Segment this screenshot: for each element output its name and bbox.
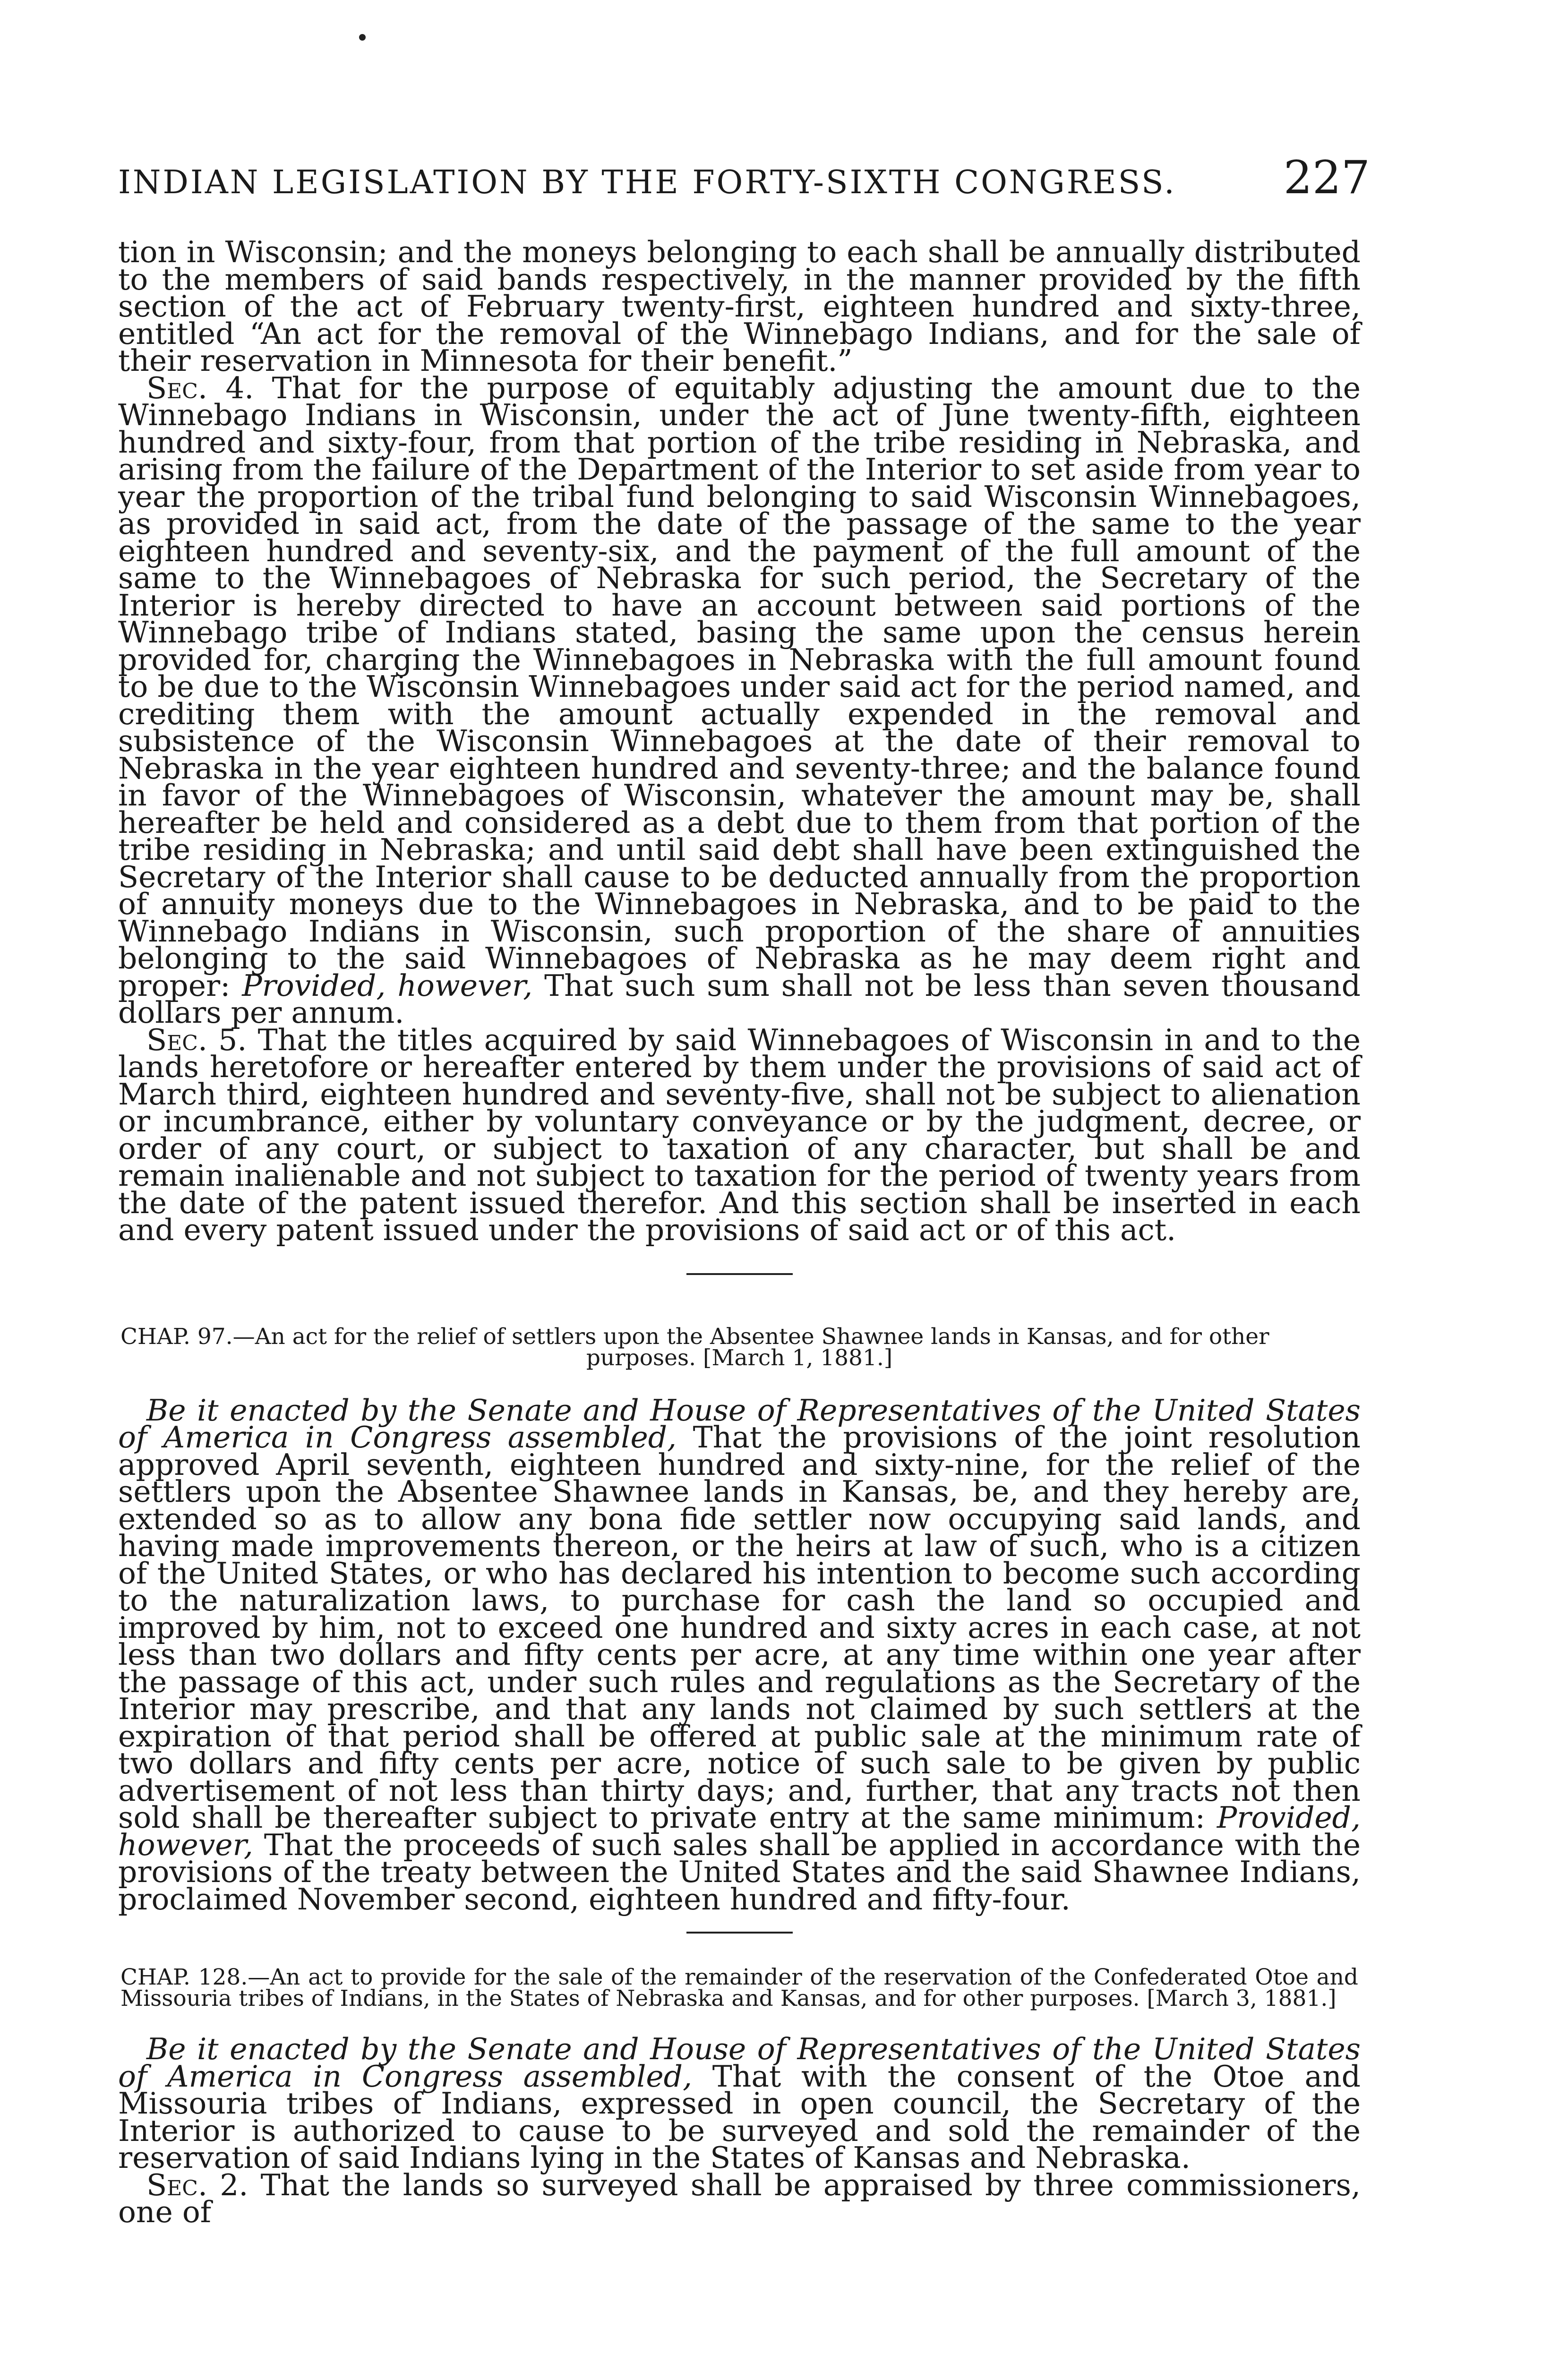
chapter-128-section-2 (118, 2167, 1361, 2229)
chapter-97-text-end: That the proceeds of such sales shall be applied in accordance with the provisions of the treaty between the United States and the said Shawnee Indians, proclaimed November second, eighteen hundred and fifty-four. (118, 1827, 1361, 1917)
section-5-label: Sec. 5. (146, 1022, 247, 1057)
chapter-97-caption-date: purposes. [March 1, 1881.] (586, 1344, 893, 1371)
spacer (118, 1369, 1361, 1397)
chapter-128-body (118, 2032, 1361, 2175)
chapter-128-text: That with the consent of the Otoe and Missouria tribes of Indians, expressed in open council, the Secretary of the Interior is authorized to cause to be surveyed and sold the remainder of the reservation of said Indians lying in the States of Kansas and Nebraska. (118, 2059, 1361, 2175)
chapter-128-caption: CHAP. 128.—An act to provide for the sale of the remainder of the reservation of the Confederated Otoe and Missouria tribes of Indians, in the States of Nebraska and Kansas, and for other purposes. [March 3, 1881.] (120, 1964, 1358, 2011)
chapter-97-body (118, 1393, 1361, 1917)
section-4-label: Sec. 4. (146, 370, 254, 405)
section-4-proviso: Provided, however, (242, 968, 533, 1003)
chapter-128-enacting-clause: Be it enacted by the Senate and House of Representatives of the United States of America in Congress assembled, (118, 2032, 1361, 2094)
chapter-97-enacting-clause: Be it enacted by the Senate and House of Representatives of the United States of America in Congress assembled, (118, 1393, 1361, 1455)
chapter-128-section-2-label: Sec. 2. (146, 2167, 248, 2202)
section-divider (686, 1273, 793, 1275)
chapter-128-section-2-text: That the lands so surveyed shall be appraised by three commissioners, one of (118, 2167, 1361, 2229)
stray-ink-dot (359, 34, 366, 41)
chapter-97-text: That the provisions of the joint resolution approved April seventh, eighteen hundred and sixty-nine, for the relief of the settlers upon the Absentee Shawnee lands in Kansas, be, and they hereby are, extended so as to allow any bona fide settler now occupying said lands, and having made improvements thereon, or the heirs at law of such, who is a citizen of the United States, or who has declared his intention to become such according to the naturalization laws, to purchase for cash the land so occupied and improved by him, not to exceed one hundred and sixty acres in each case, at not less than two dollars and fifty cents per acre, at any time within one year after the passage of this act, under such rules and regulations as the Secretary of the Interior may prescribe, and that any lands not claimed by such settlers at the expiration of that period shall be offered at public sale at the minimum rate of two dollars and fifty cents per acre, notice of such sale to be given by public advertisement of not less than thirty days; and, further, that any tracts not then sold shall be thereafter subject to private entry at the same minimum: (118, 1420, 1361, 1835)
page-body (118, 235, 1361, 2229)
page-number: 227 (1283, 151, 1370, 204)
section-5 (118, 1022, 1361, 1247)
section-4-text-end: That such sum shall not be less than seven thousand dollars per annum. (118, 968, 1361, 1030)
section-continuation: tion in Wisconsin; and the moneys belonging to each shall be annually distributed to the members of said bands respectively, in the manner provided by the fifth section of the act of February twenty-first, eighteen hundred and sixty-three, entitled “An act for the removal of the Winnebago Indians, and for the sale of their reservation in Minnesota for their benefit.” (118, 235, 1361, 378)
chapter-97-caption (118, 1323, 1361, 1371)
running-head: INDIAN LEGISLATION BY THE FORTY-SIXTH CONGRESS. (118, 164, 1176, 201)
chapter-97-proviso: Provided, however, (118, 1800, 1361, 1862)
section-5-text: That the titles acquired by said Winnebagoes of Wisconsin in and to the lands heretofore or hereafter entered by them under the provisions of said act of March third, eighteen hundred and seventy-five, shall not be subject to alienation or incumbrance, either by voluntary conveyance or by the judgment, decree, or order of any court, or subject to taxation of any character, but shall be and remain inalienable and not subject to taxation for the period of twenty years from the date of the patent issued therefor. And this section shall be inserted in each and every patent issued under the provisions of said act or of this act. (118, 1022, 1361, 1247)
chapter-97-caption-text: CHAP. 97.—An act for the relief of settlers upon the Absentee Shawnee lands in Kansas, and for other (120, 1323, 1269, 1350)
section-4-text: That for the purpose of equitably adjusting the amount due to the Winnebago Indians in Wisconsin, under the act of June twenty-fifth, eighteen hundred and sixty-four, from that portion of the tribe residing in Nebraska, and arising from the failure of the Department of the Interior to set aside from year to year the proportion of the tribal fund belonging to said Wisconsin Winnebagoes, as provided in said act, from the date of the passage of the same to the year eighteen hundred and seventy-six, and the payment of the full amount of the same to the Winnebagoes of Nebraska for such period, the Secretary of the Interior is hereby directed to have an account between said portions of the Winnebago tribe of Indians stated, basing the same upon the census herein provided for, charging the Winnebagoes in Nebraska with the full amount found to be due to the Wisconsin Winnebagoes under said act for the period named, and crediting them with the amount actually expended in the removal and subsistence of the Wisconsin Winnebagoes at the date of their removal to Nebraska in the year eighteen hundred and seventy-three; and the balance found in favor of the Winnebagoes of Wisconsin, whatever the amount may be, shall hereafter be held and considered as a debt due to them from that portion of the tribe residing in Nebraska; and until said debt shall have been extinguished the Secretary of the Interior shall cause to be deducted annually from the proportion of annuity moneys due to the Winnebagoes in Nebraska, and to be paid to the Winnebago Indians in Wisconsin, such proportion of the share of annuities belonging to the said Winnebagoes of Nebraska as he may deem right and proper: (118, 370, 1361, 1003)
page-header (118, 151, 1370, 204)
section-4 (118, 370, 1361, 1030)
section-divider (686, 1932, 793, 1934)
